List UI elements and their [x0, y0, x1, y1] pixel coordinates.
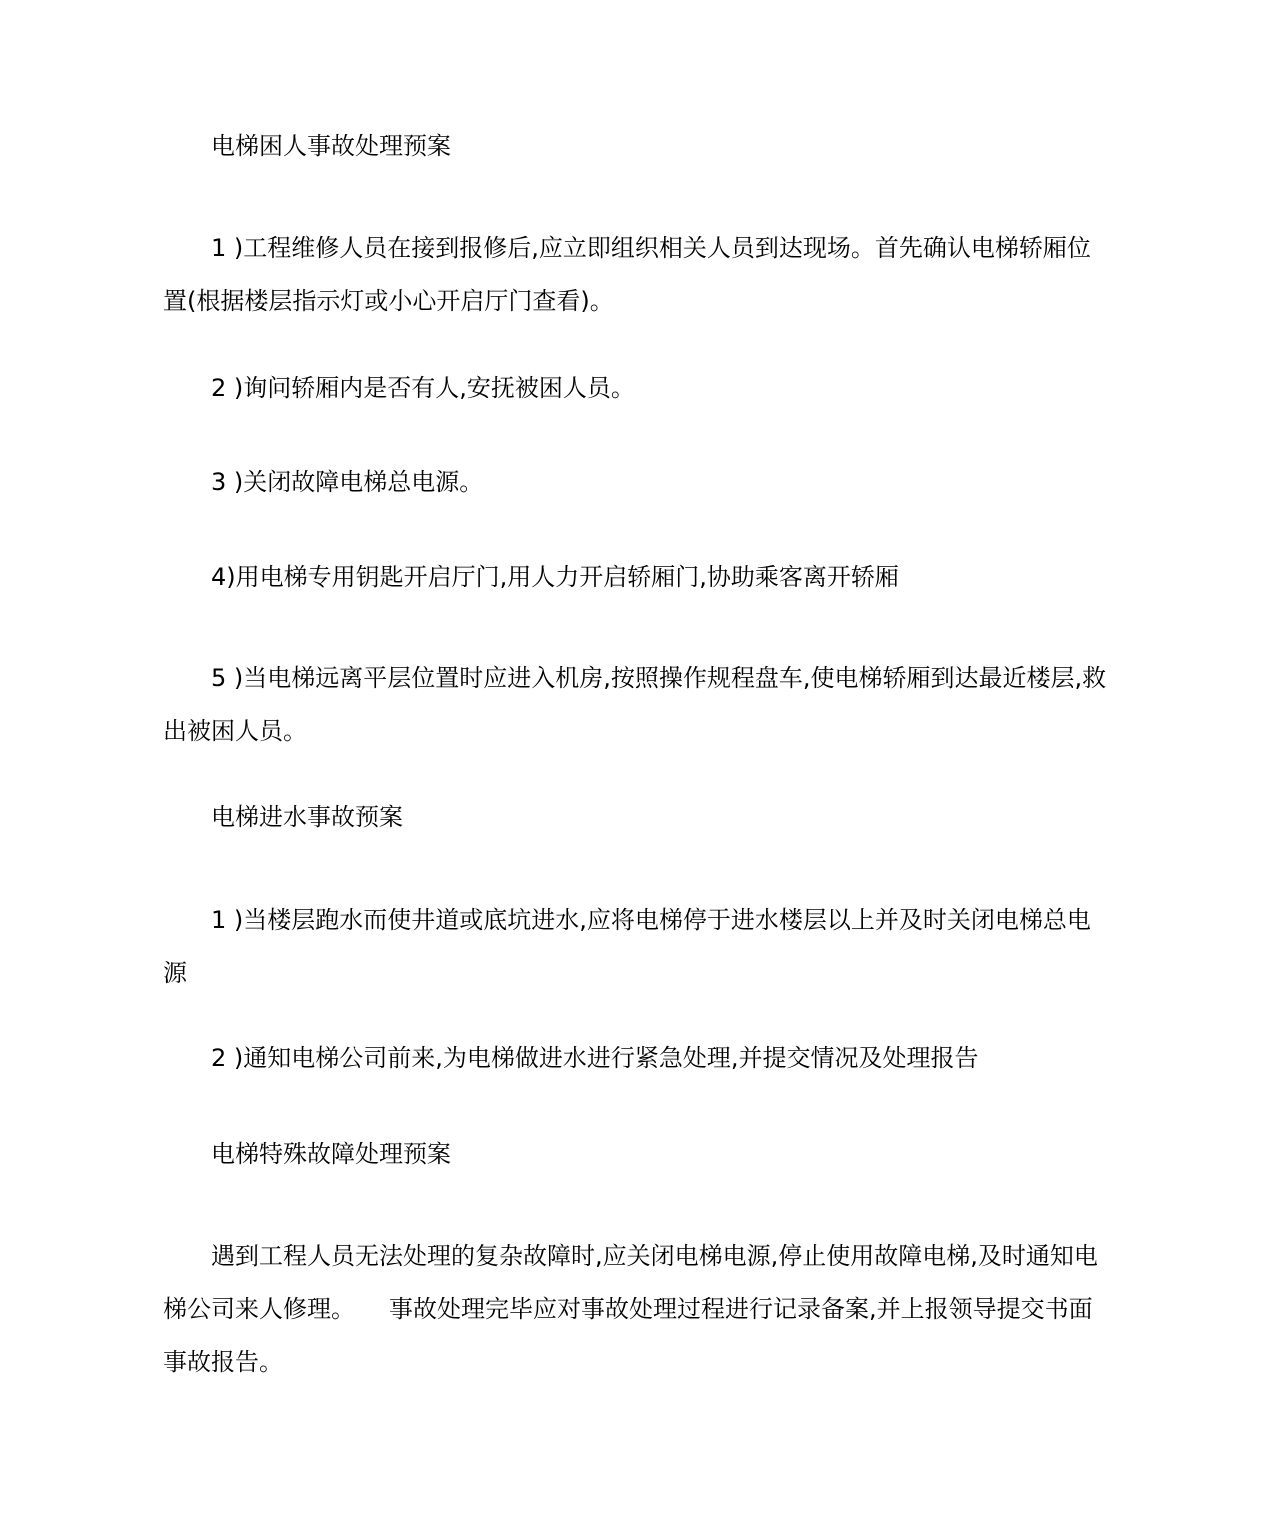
- section-title-elevator-trapped: 电梯困人事故处理预案: [211, 132, 451, 160]
- paragraph-trapped-step-3: 3 )关闭故障电梯总电源。: [211, 468, 484, 496]
- paragraph-trapped-step-5: 5 )当电梯远离平层位置时应进入机房,按照操作规程盘车,使电梯轿厢到达最近楼层,救出被困人员。: [163, 664, 1107, 745]
- special-fault-text-part-1: 遇到工程人员无法处理的复杂故障时,应关闭电梯电源,停止使用故障电梯,及时通知电梯公司来人修理。: [163, 1242, 1098, 1323]
- paragraph-trapped-step-2: 2 )询问轿厢内是否有人,安抚被困人员。: [211, 374, 635, 402]
- paragraph-flooding-step-1: 1 )当楼层跑水而使井道或底坑进水,应将电梯停于进水楼层以上并及时关闭电梯总电源: [163, 906, 1091, 987]
- special-fault-text-part-2: 事故处理完毕应对事故处理过程进行记录备案,并上报领导提交书面事故报告。: [163, 1295, 1093, 1376]
- paragraph-trapped-step-1: 1 )工程维修人员在接到报修后,应立即组织相关人员到达现场。首先确认电梯轿厢位置(根据楼层指示灯或小心开启厅门查看)。: [163, 234, 1091, 315]
- section-title-elevator-flooding: 电梯进水事故预案: [211, 803, 403, 831]
- paragraph-flooding-step-2: 2 )通知电梯公司前来,为电梯做进水进行紧急处理,并提交情况及处理报告: [211, 1044, 979, 1072]
- section-title-special-fault: 电梯特殊故障处理预案: [211, 1140, 451, 1168]
- paragraph-trapped-step-4: 4)用电梯专用钥匙开启厅门,用人力开启轿厢门,协助乘客离开轿厢: [211, 563, 899, 591]
- paragraph-special-fault: [163, 1230, 1113, 1389]
